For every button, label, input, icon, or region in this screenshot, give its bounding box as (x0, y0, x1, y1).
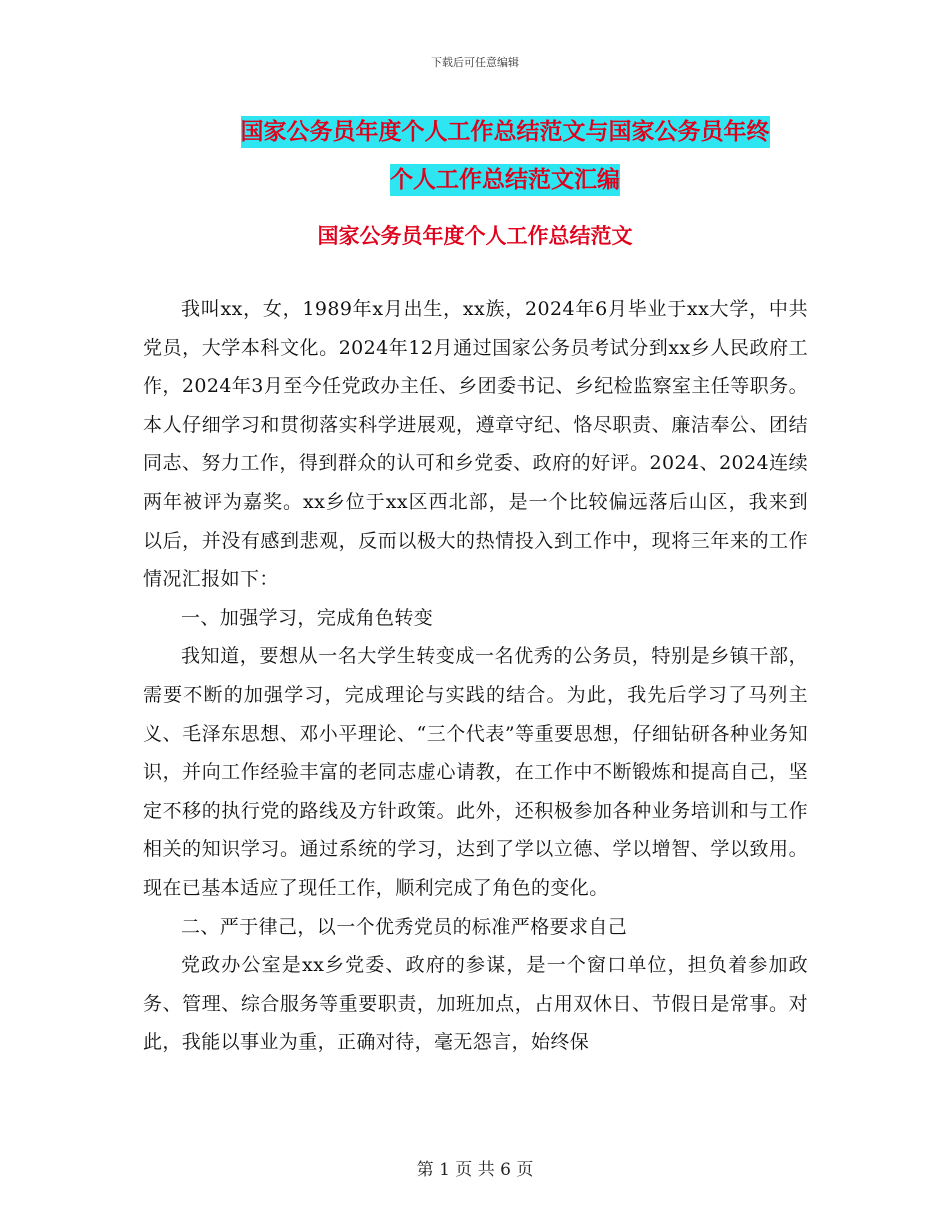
document-title (150, 108, 860, 204)
paragraph-study: 我知道，要想从一名大学生转变成一名优秀的公务员，特别是乡镇干部，需要不断的加强学习，完成理论与实践的结合。为此，我先后学习了马列主义、毛泽东思想、邓小平理论、“三个代表”等重要思想，仔细钻研各种业务知识，并向工作经验丰富的老同志虚心请教，在工作中不断锻炼和提高自己，坚定不移的执行党的路线及方针政策。此外，还积极参加各种业务培训和与工作相关的知识学习。通过系统的学习，达到了学以立德、学以增智、学以致用。现在已基本适应了现任工作，顺利完成了角色的变化。 (143, 645, 808, 899)
page-number: 第 1 页 共 6 页 (416, 1160, 534, 1180)
section-heading: 国家公务员年度个人工作总结范文 (317, 224, 633, 248)
document-body (143, 290, 808, 1062)
document-title-line-1: 国家公务员年度个人工作总结范文与国家公务员年终 (241, 116, 770, 148)
paragraph-discipline: 党政办公室是xx乡党委、政府的参谋，是一个窗口单位，担负着参加政务、管理、综合服务等重要职责，加班加点，占用双休日、节假日是常事。对此，我能以事业为重，正确对待，毫无怨言，始终保 (143, 954, 808, 1054)
paragraph-heading-2: 二、严于律己，以一个优秀党员的标准严格要求自己 (181, 915, 628, 938)
paragraph-heading-1: 一、加强学习，完成角色转变 (181, 606, 434, 629)
document-title-line-2: 个人工作总结范文汇编 (390, 164, 620, 196)
header-note: 下载后可任意编辑 (431, 56, 519, 69)
paragraph-intro: 我叫xx，女，1989年x月出生，xx族，2024年6月毕业于xx大学，中共党员，大学本科文化。2024年12月通过国家公务员考试分到xx乡人民政府工作，2024年3月至今任党政办主任、乡团委书记、乡纪检监察室主任等职务。本人仔细学习和贯彻落实科学进展观，遵章守纪、恪尽职责、廉洁奉公、团结同志、努力工作，得到群众的认可和乡党委、政府的好评。2024、2024连续两年被评为嘉奖。xx乡位于xx区西北部，是一个比较偏远落后山区，我来到以后，并没有感到悲观，反而以极大的热情投入到工作中，现将三年来的工作情况汇报如下： (143, 298, 808, 591)
